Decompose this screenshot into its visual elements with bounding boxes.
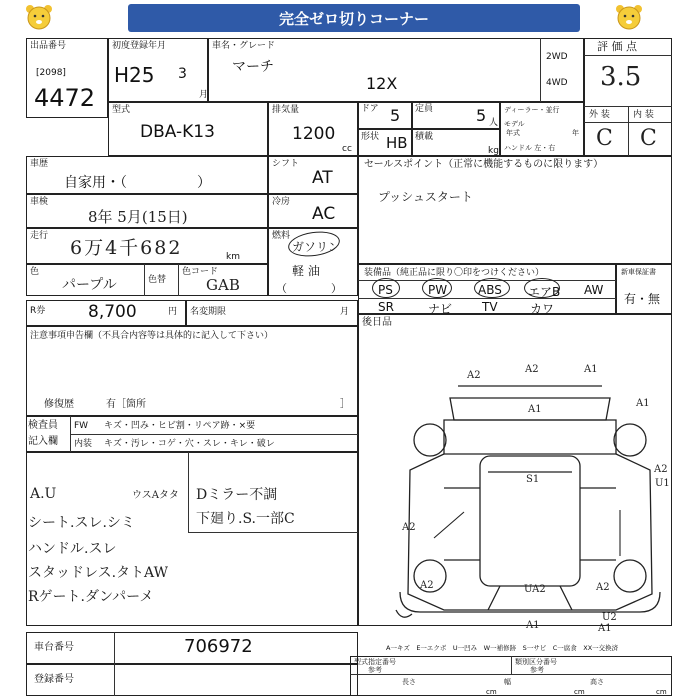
registration-month-unit: 月 <box>199 90 209 100</box>
checks-row2: キズ・汚レ・コゲ・穴・スレ・キレ・破レ <box>104 439 275 449</box>
equipment-label: 装備品（純正品に限り〇印をつけください） <box>364 268 545 278</box>
interior-grade: C <box>640 126 657 151</box>
inspector-note-7: Rゲート.ダンパーメ <box>28 589 154 605</box>
dealer-year-label: 年式 <box>506 129 520 137</box>
checks-label1: 検査員 <box>28 420 58 431</box>
equip-sr: SR <box>378 300 394 314</box>
spec-type-label: 型式指定番号 <box>354 658 396 666</box>
lot-number: 4472 <box>34 84 96 112</box>
equip-airbag: エアB <box>528 285 561 299</box>
inspector-note-6: スタッドレス.タトAW <box>28 565 168 581</box>
equip-tv: TV <box>482 300 498 314</box>
mileage-value: 6万4千682 <box>70 237 183 259</box>
spec-width: 幅 <box>504 678 511 686</box>
mark-a1-roof: A1 <box>528 404 542 415</box>
dealer-label: ディーラー・並行 <box>504 106 560 114</box>
equip-pw-circle <box>422 278 452 298</box>
name-change-label: 名変期限 <box>190 307 227 317</box>
mark-a1-top-right: A1 <box>584 364 598 375</box>
mileage-unit: km <box>226 252 240 262</box>
history-label: 車歴 <box>30 159 49 169</box>
history-value: 自家用・（ ） <box>64 175 211 191</box>
mark-u1-right: U1 <box>655 478 670 489</box>
score-label: 評 価 点 <box>597 40 637 53</box>
exterior-grade: C <box>596 126 613 151</box>
spec-cm-2: cm <box>574 688 585 696</box>
mark-a1-bottom-right: A1 <box>598 623 612 634</box>
spec-ref-1: 参考 <box>368 666 382 674</box>
equip-abs-circle <box>474 278 510 298</box>
legend-text: A一キズ E一エクボ U一凹み W一補修跡 S一サビ C一腐食 XX一交換済 <box>386 644 619 652</box>
color-code: GAB <box>206 276 240 294</box>
mark-u2: U2 <box>602 612 617 623</box>
body-label: 形状 <box>361 132 380 142</box>
color-code-label: 色コード <box>182 267 219 277</box>
displacement-unit: cc <box>342 144 352 154</box>
chassis-label: 車台番号 <box>34 642 74 653</box>
color-value: パープル <box>62 277 117 293</box>
car-label: 車名・グレード <box>212 41 276 51</box>
reg-number-label: 登録番号 <box>34 674 74 685</box>
dealer-year-unit: 年 <box>572 129 579 137</box>
mark-s1: S1 <box>526 474 540 485</box>
car-name: マーチ <box>232 59 274 75</box>
inspector-note-1: ウスAタタ <box>132 490 179 501</box>
model-value: DBA-K13 <box>140 122 215 142</box>
displacement-label: 排気量 <box>272 105 300 115</box>
mark-a1-bottom: A1 <box>526 620 540 631</box>
sales-point-note: プッシュスタート <box>378 190 473 204</box>
mark-a2-top-left: A2 <box>467 370 481 381</box>
equip-navi: ナビ <box>428 302 453 316</box>
fuel-paren: （ ） <box>276 282 342 295</box>
mark-a1-right-front: A1 <box>636 398 650 409</box>
spec-length: 長さ <box>402 678 416 686</box>
spec-ref-2: 参考 <box>530 666 544 674</box>
inspector-note-5: ハンドル.スレ <box>28 541 117 557</box>
equip-pw: PW <box>428 283 448 297</box>
equip-airbag-circle <box>524 278 560 298</box>
mark-ua2: UA2 <box>524 584 546 595</box>
equip-aw: AW <box>584 283 604 297</box>
car-4wd: 4WD <box>546 78 568 88</box>
spec-cm-3: cm <box>656 688 667 696</box>
chassis-value: 706972 <box>184 636 253 657</box>
repair-label: 修復歴 <box>44 399 74 410</box>
equip-leather: カワ <box>530 302 555 316</box>
doors-label: ドア <box>361 104 379 114</box>
load-label: 積載 <box>415 132 434 142</box>
body-value: HB <box>386 134 408 152</box>
inspector-note-0: A.U <box>30 486 57 502</box>
capacity-value: 5 <box>476 106 487 125</box>
inspection-value: 8年 5月(15日) <box>88 208 188 226</box>
dealer-steering-label: ハンドル 左・右 <box>504 144 556 152</box>
registration-month: 3 <box>178 66 187 82</box>
mileage-label: 走行 <box>30 231 49 241</box>
color-change-label: 色替 <box>148 275 167 285</box>
registration-era: H25 <box>114 63 155 87</box>
mark-a2-left-rear: A2 <box>420 580 434 591</box>
registration-label: 初度登録年月 <box>112 41 167 51</box>
inspection-label: 車検 <box>30 197 49 207</box>
inspector-note-4: 下廻り.S.一部C <box>196 511 295 527</box>
model-label: 型式 <box>112 105 131 115</box>
recycle-label: R券 <box>30 306 46 316</box>
checks-row2-head: 内装 <box>74 439 93 449</box>
aircon-value: AC <box>312 204 336 224</box>
mark-a2-right: A2 <box>654 464 668 475</box>
capacity-unit: 人 <box>489 118 499 128</box>
spec-height: 高さ <box>590 678 604 686</box>
warranty-label: 新車保証書 <box>621 268 656 276</box>
inspector-note-2: Dミラー不調 <box>196 487 278 503</box>
sales-point-box <box>358 156 672 264</box>
fuel-label: 燃料 <box>272 231 291 241</box>
car-grade: 12X <box>366 74 398 93</box>
exterior-label: 外 装 <box>589 110 610 120</box>
fuel-diesel: 軽 油 <box>292 264 320 278</box>
inspector-note-3: シート.スレ.シミ <box>28 515 135 531</box>
color-label: 色 <box>30 267 40 277</box>
shift-value: AT <box>312 168 333 188</box>
warranty-value: 有・無 <box>624 292 661 306</box>
car-2wd: 2WD <box>546 52 568 62</box>
shift-label: シフト <box>272 159 300 169</box>
mascot-bear-left-icon <box>24 2 54 32</box>
equip-abs: ABS <box>478 283 502 297</box>
load-unit: kg <box>488 146 499 156</box>
notes-label: 注意事項申告欄（不具合内容等は具体的に記入して下さい） <box>30 331 274 341</box>
score-value: 3.5 <box>600 62 642 92</box>
lot-code: [2098] <box>36 68 66 78</box>
recycle-value: 8,700 <box>88 302 137 322</box>
capacity-label: 定員 <box>415 104 434 114</box>
displacement-value: 1200 <box>292 124 336 144</box>
dealer-model-label: モデル <box>504 120 525 128</box>
aircon-label: 冷房 <box>272 197 291 207</box>
mark-a2-right-rear: A2 <box>596 582 610 593</box>
sales-point-label: セールスポイント（正常に機能するものに限ります） <box>364 159 604 170</box>
fuel-gasoline: ガソリン <box>292 240 341 254</box>
spec-cm-1: cm <box>486 688 497 696</box>
name-change-unit: 月 <box>340 307 350 317</box>
page-title: 完全ゼロ切りコーナー <box>128 4 580 32</box>
mark-a2-left: A2 <box>402 522 416 533</box>
checks-label2: 記入欄 <box>28 436 58 447</box>
repair-value: 有［箇所 <box>106 399 146 410</box>
doors-value: 5 <box>390 106 401 125</box>
equip-ps-circle <box>372 278 400 298</box>
spec-class-label: 類別区分番号 <box>515 658 557 666</box>
mark-a2-top: A2 <box>525 364 539 375</box>
equip-ps: PS <box>378 283 393 297</box>
rear-seat-label: 後日品 <box>362 317 392 328</box>
reg-number-box <box>26 664 358 696</box>
lot-label: 出品番号 <box>30 41 67 51</box>
checks-row1-head: FW <box>74 421 89 431</box>
checks-row1: キズ・凹み・ヒビ割・リペア跡・×要 <box>104 421 256 431</box>
recycle-unit: 円 <box>168 307 178 317</box>
interior-label: 内 装 <box>633 110 654 120</box>
repair-close: ］ <box>340 399 350 410</box>
mascot-bear-right-icon <box>614 2 644 32</box>
